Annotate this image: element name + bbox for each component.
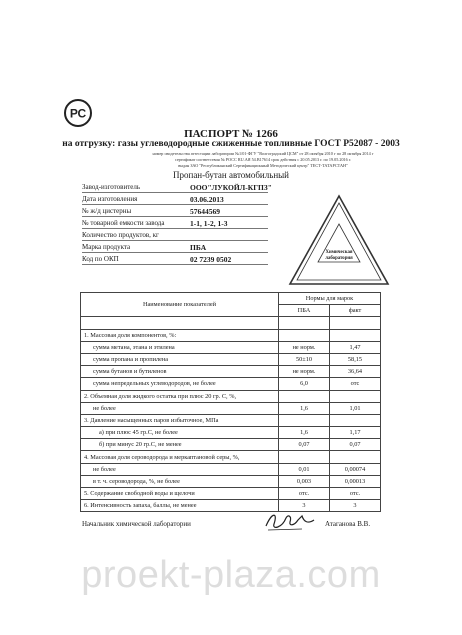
indicator-name: в т. ч. сероводорода, %, не более (81, 475, 279, 487)
indicator-name: не более (81, 402, 279, 414)
indicator-name: сумма метана, этана и этилена (81, 341, 279, 353)
divider (82, 216, 268, 217)
divider (82, 240, 268, 241)
indicator-norm: 6,0 (279, 378, 330, 390)
field-value-storage-tank: 1-1, 1-2, 1-3 (190, 219, 228, 228)
table-row (81, 500, 381, 512)
indicator-fact (330, 414, 381, 426)
stamp-text-line-1: Химическая (325, 250, 353, 255)
indicator-name: 2. Объемная доля жидкого остатка при плюс 20 гр. С, %, (81, 390, 279, 402)
indicator-norm (279, 329, 330, 341)
field-value-grade: ПБА (190, 243, 207, 252)
indicator-fact: 36,64 (330, 366, 381, 378)
indicator-norm: 0,003 (279, 475, 330, 487)
indicator-fact: отс. (330, 488, 381, 500)
indicator-name: 1. Массовая доля компонентов, %: (81, 329, 279, 341)
table-row (81, 378, 381, 390)
indicator-fact: 0,00013 (330, 475, 381, 487)
field-value-date: 03.06.2013 (190, 195, 224, 204)
indicator-norm: 3 (279, 500, 330, 512)
indicator-norm (279, 451, 330, 463)
indicator-norm (279, 390, 330, 402)
indicator-norm: 0,07 (279, 439, 330, 451)
field-label-quantity: Количество продуктов, кг (82, 231, 159, 239)
table-row (81, 439, 381, 451)
header-indicator-name: Наименование показателей (81, 293, 279, 317)
indicator-norm: 1,6 (279, 402, 330, 414)
table-row (81, 329, 381, 341)
indicator-name: не более (81, 463, 279, 475)
table-row (81, 414, 381, 426)
table-row (81, 390, 381, 402)
divider (82, 204, 268, 205)
indicator-name: сумма бутанов и бутиленов (81, 366, 279, 378)
document-subtitle-gost: на отгрузку: газы углеводородные сжиженные топливные ГОСТ Р52087 - 2003 (62, 139, 400, 149)
indicator-fact: 0,07 (330, 439, 381, 451)
indicator-name: сумма непредельных углеводородов, не более (81, 378, 279, 390)
table-row (81, 427, 381, 439)
indicator-name: сумма пропана и пропилена (81, 353, 279, 365)
indicator-fact: отс (330, 378, 381, 390)
field-label-manufacturer: Завод-изготовитель (82, 183, 141, 191)
indicator-fact (330, 451, 381, 463)
indicator-name: 5. Содержание свободной воды и щелочи (81, 488, 279, 500)
field-value-okp-code: 02 7239 0502 (190, 255, 232, 264)
indicator-norm (279, 317, 330, 329)
indicator-name (81, 317, 279, 329)
indicator-name: 3. Давление насыщенных паров избыточное, МПа (81, 414, 279, 426)
field-label-tank-car: № ж/д цистерны (82, 207, 132, 215)
indicator-fact: 1,47 (330, 341, 381, 353)
field-label-storage-tank: № товарной емкости завода (82, 219, 165, 227)
indicator-name: а) при плюс 45 гр.С, не более (81, 427, 279, 439)
header-fact: факт (330, 305, 381, 317)
indicator-norm: 50±10 (279, 353, 330, 365)
indicator-fact: 58,15 (330, 353, 381, 365)
table-row (81, 366, 381, 378)
footer-signatory: Атаганова В.В. (325, 520, 371, 528)
certificate-line-1: номер свидетельства аттестации лаборатории №1/01-ФГУ "Волгоградский ЦСМ" от 28 октября 2010 г по 28 октября 2014 г (152, 151, 374, 156)
svg-text:РС: РС (69, 106, 87, 121)
indicator-norm: не норм. (279, 366, 330, 378)
indicator-norm: 1,6 (279, 427, 330, 439)
table-row (81, 353, 381, 365)
divider (82, 192, 268, 193)
header-norms: Нормы для марок (279, 293, 381, 305)
indicators-table (80, 292, 381, 512)
rst-certification-mark-icon (63, 98, 93, 128)
indicator-fact (330, 329, 381, 341)
field-value-manufacturer: ООО"ЛУКОЙЛ-КГПЗ" (190, 183, 272, 192)
indicator-norm (279, 414, 330, 426)
table-row (81, 341, 381, 353)
indicator-name: 4. Массовая доля сероводорода и меркаптановой серы, %, (81, 451, 279, 463)
table-row (81, 402, 381, 414)
document-title: ПАСПОРТ № 1266 (184, 128, 278, 140)
indicator-norm: отс. (279, 488, 330, 500)
indicator-norm: 0,01 (279, 463, 330, 475)
indicator-fact: 1,01 (330, 402, 381, 414)
divider (82, 264, 268, 265)
product-name: Пропан-бутан автомобильный (173, 170, 289, 180)
certificate-line-3: выдан ЗАО "Республиканский Сертификационный Методический центр" ТЕСТ-ТАТАРСТАН" (178, 163, 348, 168)
field-label-date: Дата изготовления (82, 195, 138, 203)
table-row (81, 463, 381, 475)
indicator-fact: 1,17 (330, 427, 381, 439)
indicator-fact (330, 317, 381, 329)
indicator-fact (330, 390, 381, 402)
indicator-name: б) при минус 20 гр.С, не менее (81, 439, 279, 451)
table-row (81, 488, 381, 500)
lab-stamp-icon (288, 194, 390, 286)
certificate-line-2: сертификат соответствия № РОСС RU.АЯ 54.В17614 срок действия с 20.05.2013 г. по 19.05.2016 г. (174, 157, 352, 162)
table-row (81, 317, 381, 329)
divider (82, 228, 268, 229)
field-label-okp-code: Код по ОКП (82, 255, 119, 263)
table-row (81, 451, 381, 463)
footer-position: Начальник химической лаборатории (82, 520, 191, 528)
indicator-fact: 0,00074 (330, 463, 381, 475)
indicator-fact: 3 (330, 500, 381, 512)
indicator-name: 6. Интенсивность запаха, баллы, не менее (81, 500, 279, 512)
header-pba: ПБА (279, 305, 330, 317)
indicator-norm: не норм. (279, 341, 330, 353)
stamp-text-line-2: лаборатория (325, 256, 353, 261)
table-row (81, 475, 381, 487)
divider (82, 252, 268, 253)
watermark: proekt-plaza.com (81, 554, 381, 596)
table-header-row (81, 293, 381, 305)
field-value-tank-car: 57644569 (190, 207, 220, 216)
field-label-grade: Марка продукта (82, 243, 131, 251)
signature-icon (262, 508, 318, 534)
